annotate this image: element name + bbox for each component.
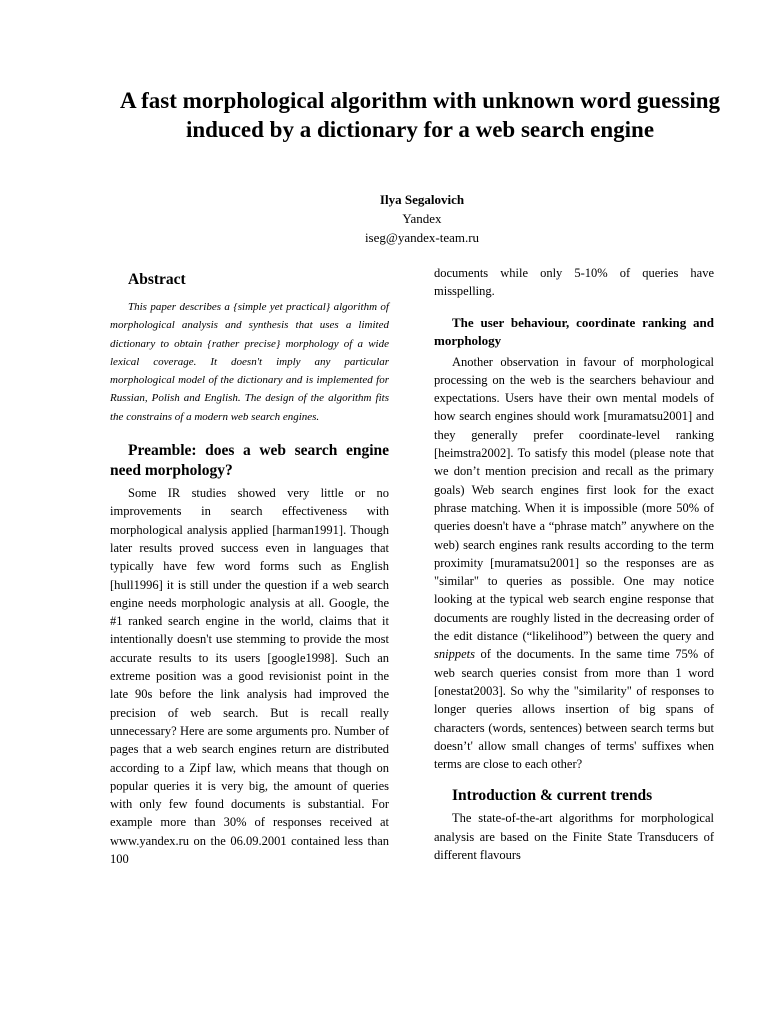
preamble-text: Some IR studies showed very little or no improvements in search effectiveness with morphological analysis applied [harman1991]. Though later results proved success even in languages that typically have few word forms such as English [hull1996] it is still under the question if a web search engine needs morphologic analysis at all. Google, the #1 ranked search engine in the world, claims that it intentionally doesn't use stemming to provide the most accurate results to its users [google1998]. Such an extreme position was a good revisionist point in the late 90s before the link analysis had improved the precision of web search. But is recall really unnecessary? Here are some arguments pro. Number of pages that a web search engines return are distributed according to a Zipf law, which means that though on popular queries it is very big, the amount of queries with only few found documents is substantial. For example more than 30% of responses received at www.yandex.ru on the 06.09.2001 contained less than 100 — [110, 486, 389, 867]
user-behaviour-text — [434, 353, 714, 774]
preamble-continuation: documents while only 5-10% of queries have misspelling. — [434, 266, 714, 299]
user-behaviour-heading: The user behaviour, coordinate ranking and morphology — [434, 314, 714, 348]
abstract-text: This paper describes a {simple yet practical} algorithm of morphological analysis and synthesis that uses a limited dictionary to obtain {rather precise} morphology of a wide lexical coverage. It doesn't imply any particular morphological model of the dictionary and is implemented for Russian, Polish and English. The design of the algorithm fits the constrains of a modern web search engines. — [110, 301, 389, 423]
left-column — [110, 262, 389, 868]
author-name: Ilya Segalovich — [379, 192, 465, 207]
introduction-heading: Introduction & current trends — [452, 787, 653, 805]
introduction-text: The state-of-the-art algorithms for morphological analysis are based on the Finite State Transducers of different flavours — [434, 811, 714, 863]
paper-title: A fast morphological algorithm with unknown word guessing induced by a dictionary for a web search engine — [120, 88, 720, 142]
author-email: iseg@yandex-team.ru — [364, 230, 480, 245]
preamble-heading: Preamble: does a web search engine need morphology? — [110, 442, 389, 480]
author-block — [222, 190, 622, 247]
user-behaviour-text-part1: Another observation in favour of morphological processing on the web is the searchers behaviour and expectations. Users have their own mental models of how search engines should work [muramatsu2001] and they generally prefer coordinate-level ranking [heimstra2002]. To satisfy this model (please note that we don’t mention precision and recall as the primary goals) Web search engines first look for the exact phrase matching. When it is impossible (more 50% of queries doesn't have a “phrase match” anywhere on the web) search engines rank results according to the term proximity [muramatsu2001] so the responses are as "similar" to queries as possible. One may notice looking at the typical web search engine response that documents are roughly listed in the decreasing order of the edit distance (“likelihood”) between the query and — [434, 354, 714, 644]
snippets-term: snippets — [434, 647, 475, 662]
author-affiliation: Yandex — [402, 211, 442, 226]
abstract-heading: Abstract — [128, 271, 186, 288]
right-column — [434, 264, 714, 864]
user-behaviour-text-part2: of the documents. In the same time 75% of web search queries consist from more than 1 word [onestat2003]. So why the "similarity" of responses to longer queries allows insertion of big spans of characters (words, sentences) between search terms but doesn’t' allow small changes of terms' suffixes when terms are close to each other? — [434, 647, 715, 772]
